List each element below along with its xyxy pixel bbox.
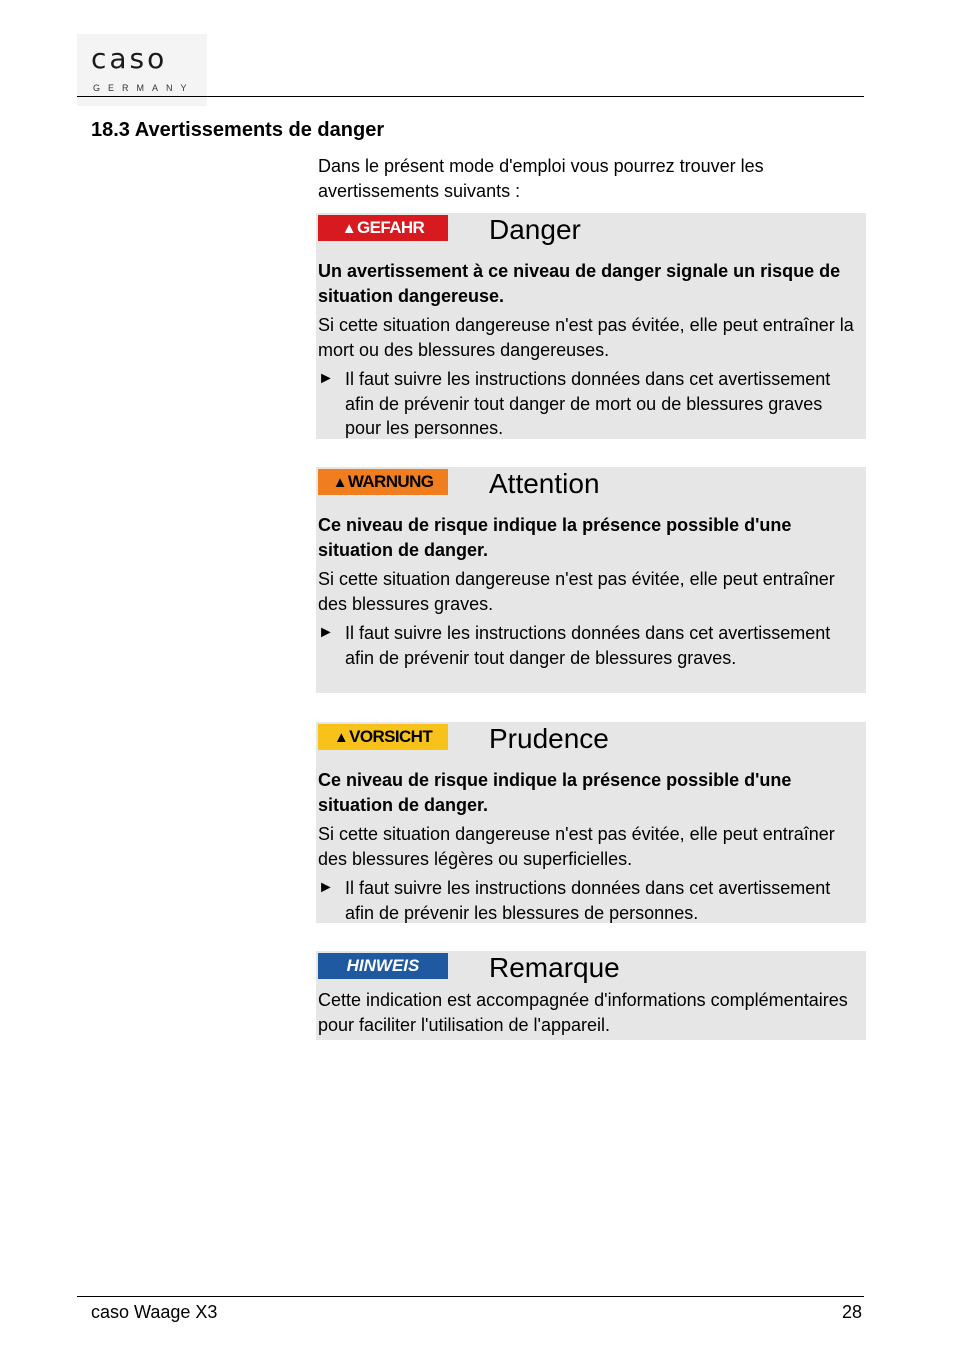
warning-box-header (316, 722, 866, 768)
footer-page-number: 28 (841, 1302, 862, 1322)
warning-box-danger (316, 213, 866, 439)
badge-label: WARNUNG (347, 472, 434, 491)
warning-box-header (316, 467, 866, 513)
badge-label: GEFAHR (357, 218, 425, 237)
warning-instruction (318, 876, 862, 925)
instruction-text: Il faut suivre les instructions données dans cet avertissement afin de prévenir les blessures de personnes. (345, 878, 831, 923)
hinweis-badge (318, 953, 448, 979)
warning-body (316, 513, 866, 676)
warning-triangle-icon: ▲ (333, 728, 349, 746)
notice-title: Remarque (489, 952, 620, 983)
section-title: 18.3 Avertissements de danger (91, 119, 385, 141)
warning-triangle-icon: ▲ (341, 219, 356, 237)
warning-lead: Ce niveau de risque indique la présence possible d'une situation de danger. (318, 515, 792, 560)
section-intro: Dans le présent mode d'emploi vous pourrez trouver les avertissements suivants : (318, 156, 764, 201)
warnung-badge (318, 469, 448, 495)
gefahr-badge (318, 215, 448, 241)
warning-body (316, 259, 866, 447)
warning-lead: Ce niveau de risque indique la présence possible d'une situation de danger. (318, 770, 792, 815)
instruction-text: Il faut suivre les instructions données dans cet avertissement afin de prévenir tout danger de mort ou de blessures graves pour les personnes. (345, 369, 831, 438)
warning-box-prudence (316, 722, 866, 923)
notice-body (316, 988, 866, 1048)
notice-text: Cette indication est accompagnée d'informations complémentaires pour faciliter l'utilisation de l'appareil. (318, 990, 848, 1035)
vorsicht-badge (318, 724, 448, 750)
warning-body (316, 768, 866, 931)
warning-text: Si cette situation dangereuse n'est pas évitée, elle peut entraîner des blessures graves. (318, 569, 835, 614)
warning-text: Si cette situation dangereuse n'est pas évitée, elle peut entraîner des blessures légères ou superficielles. (318, 824, 835, 869)
bullet-arrow-icon: ► (318, 879, 334, 896)
notice-box-header (316, 951, 866, 988)
warning-title: Attention (489, 468, 600, 499)
warning-text: Si cette situation dangereuse n'est pas évitée, elle peut entraîner la mort ou des blessures dangereuses. (318, 315, 854, 360)
footer-divider (77, 1296, 864, 1297)
warning-lead: Un avertissement à ce niveau de danger signale un risque de situation dangereuse. (318, 261, 841, 306)
logo-subtitle: GERMANY (93, 83, 195, 93)
warning-box-header (316, 213, 866, 259)
warning-box-attention (316, 467, 866, 693)
badge-label: HINWEIS (346, 956, 420, 975)
badge-label: VORSICHT (349, 727, 433, 746)
logo-wordmark: caso (91, 42, 168, 75)
warning-title: Danger (489, 214, 581, 245)
warning-instruction (318, 621, 862, 670)
bullet-arrow-icon: ► (318, 370, 334, 387)
instruction-text: Il faut suivre les instructions données dans cet avertissement afin de prévenir tout danger de blessures graves. (345, 623, 831, 668)
notice-box-remarque (316, 951, 866, 1040)
bullet-arrow-icon: ► (318, 624, 334, 641)
warning-triangle-icon: ▲ (332, 473, 347, 491)
warning-instruction (318, 367, 862, 441)
header-divider (77, 96, 864, 97)
footer-product-name: caso Waage X3 (91, 1302, 218, 1322)
warning-title: Prudence (489, 723, 609, 754)
